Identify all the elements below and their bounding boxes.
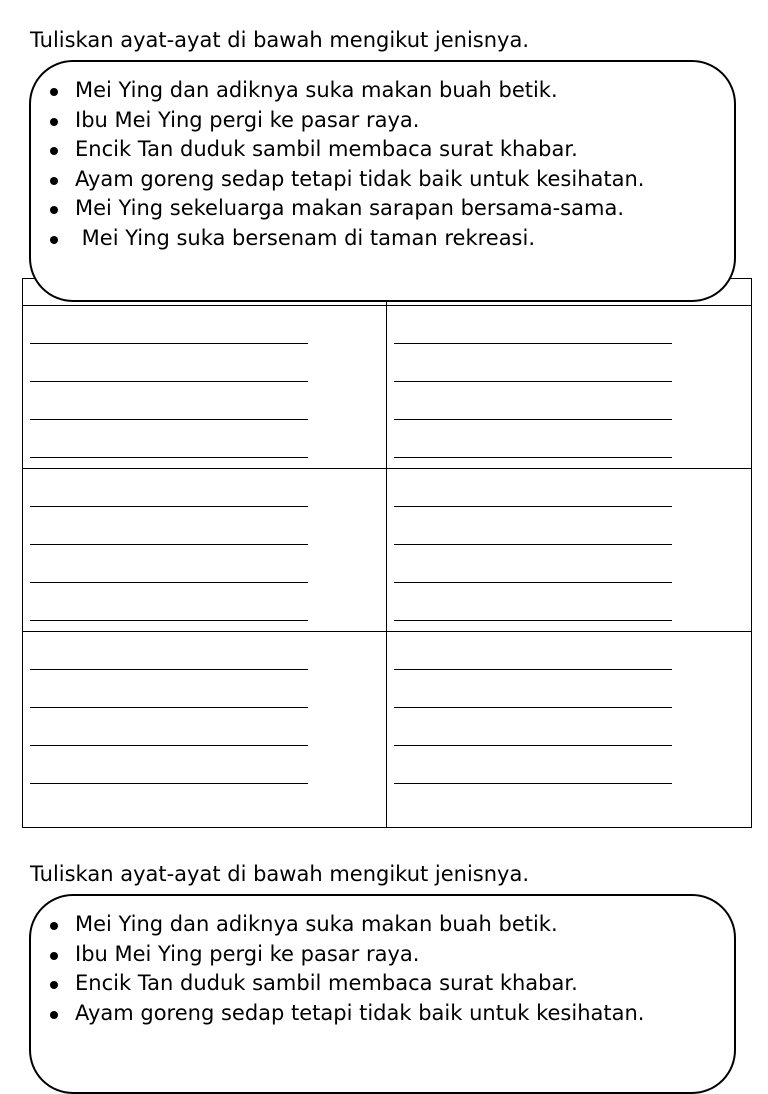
writing-line[interactable] [394, 419, 672, 420]
bullet-icon [50, 118, 58, 126]
writing-line[interactable] [30, 745, 308, 746]
sentence-text: Ayam goreng sedap tetapi tidak baik untuk kesihatan. [75, 166, 645, 191]
answer-cell [23, 632, 387, 828]
list-item [48, 910, 644, 940]
writing-line[interactable] [394, 544, 672, 545]
writing-line[interactable] [30, 669, 308, 670]
answer-cell [387, 632, 752, 828]
bullet-icon [50, 88, 58, 96]
writing-line[interactable] [30, 783, 308, 784]
sentence-box [29, 894, 736, 1094]
sentence-list [48, 76, 644, 253]
sentence-text: Encik Tan duduk sambil membaca surat khabar. [75, 137, 578, 161]
list-item [48, 135, 644, 165]
bullet-icon [50, 206, 58, 214]
sentence-text: Mei Ying dan adiknya suka makan buah betik. [75, 78, 558, 102]
table-row [23, 632, 752, 828]
answer-table [22, 278, 752, 828]
list-item [48, 76, 644, 106]
answer-cell [23, 306, 387, 469]
writing-line[interactable] [30, 582, 308, 583]
bullet-icon [50, 147, 58, 155]
answer-cell [387, 469, 752, 632]
writing-line[interactable] [394, 745, 672, 746]
writing-line[interactable] [394, 343, 672, 344]
bullet-icon [50, 981, 58, 989]
writing-line[interactable] [30, 707, 308, 708]
writing-line[interactable] [394, 783, 672, 784]
sentence-text: Mei Ying dan adiknya suka makan buah betik. [75, 912, 558, 936]
sentence-text: Mei Ying suka bersenam di taman rekreasi. [75, 225, 536, 250]
sentence-text: Ibu Mei Ying pergi ke pasar raya. [75, 941, 420, 966]
bullet-icon [50, 236, 58, 244]
writing-line[interactable] [30, 544, 308, 545]
bullet-icon [50, 952, 58, 960]
writing-line[interactable] [30, 381, 308, 382]
instruction-text: Tuliskan ayat-ayat di bawah mengikut jenisnya. [30, 28, 530, 52]
writing-line[interactable] [394, 381, 672, 382]
writing-line[interactable] [394, 457, 672, 458]
sentence-text: Encik Tan duduk sambil membaca surat khabar. [75, 971, 578, 995]
list-item [48, 224, 644, 254]
writing-line[interactable] [30, 506, 308, 507]
sentence-text: Mei Ying sekeluarga makan sarapan bersama-sama. [75, 196, 624, 220]
writing-line[interactable] [394, 506, 672, 507]
list-item [48, 165, 644, 195]
writing-line[interactable] [30, 419, 308, 420]
writing-line[interactable] [394, 620, 672, 621]
writing-line[interactable] [394, 582, 672, 583]
table-row [23, 306, 752, 469]
answer-cell [387, 306, 752, 469]
list-item [48, 106, 644, 136]
list-item [48, 194, 644, 224]
instruction-text: Tuliskan ayat-ayat di bawah mengikut jenisnya. [30, 862, 530, 886]
table-row [23, 469, 752, 632]
sentence-text: Ayam goreng sedap tetapi tidak baik untuk kesihatan. [75, 1000, 645, 1025]
bullet-icon [50, 177, 58, 185]
sentence-list [48, 910, 644, 1028]
writing-line[interactable] [30, 620, 308, 621]
bullet-icon [50, 922, 58, 930]
answer-cell [23, 469, 387, 632]
writing-line[interactable] [394, 707, 672, 708]
bullet-icon [50, 1011, 58, 1019]
writing-line[interactable] [394, 669, 672, 670]
writing-line[interactable] [30, 343, 308, 344]
list-item [48, 969, 644, 999]
sentence-box [29, 60, 736, 302]
sentence-text: Ibu Mei Ying pergi ke pasar raya. [75, 107, 420, 132]
writing-line[interactable] [30, 457, 308, 458]
list-item [48, 940, 644, 970]
